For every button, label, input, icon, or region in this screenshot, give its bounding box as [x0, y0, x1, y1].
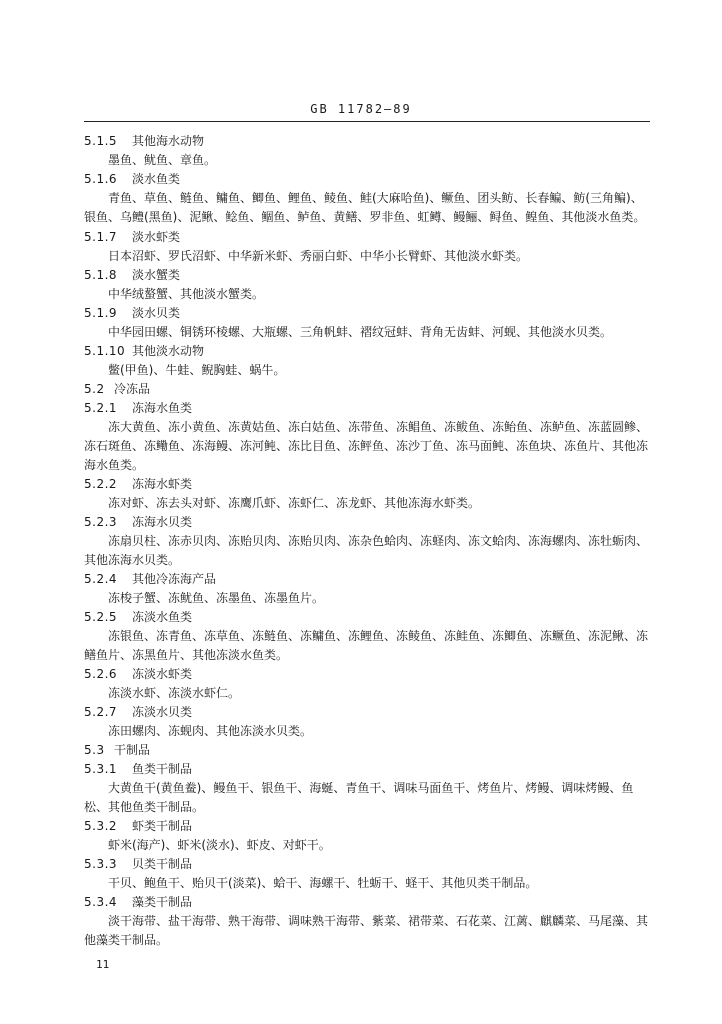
- section-heading: 5.1.9 淡水贝类: [84, 306, 181, 320]
- section-heading: 5.1.5 其他海水动物: [84, 134, 205, 148]
- section-heading: 5.3.4 藻类干制品: [84, 895, 193, 909]
- section-items: 大黄鱼干(黄鱼鲞)、鳗鱼干、银鱼干、海蜒、青鱼干、调味马面鱼干、烤鱼片、烤鳗、调味烤鳗、鱼松、其他鱼类干制品。: [84, 781, 634, 814]
- section-items: 中华绒螯蟹、其他淡水蟹类。: [108, 287, 265, 301]
- section-heading: 5.1.10 其他淡水动物: [84, 344, 205, 358]
- section-heading: 5.2.7 冻淡水贝类: [84, 705, 193, 719]
- section-items: 鳖(甲鱼)、牛蛙、鲵胸蛙、蜗牛。: [108, 363, 286, 377]
- section-items: 青鱼、草鱼、鲢鱼、鳙鱼、鲫鱼、鲤鱼、鲮鱼、鲑(大麻哈鱼)、鳜鱼、团头鲂、长春鳊、鲂(三角鳊)、银鱼、乌鳢(黑鱼)、泥鳅、鲶鱼、鲴鱼、鲈鱼、黄鳝、罗非鱼、虹鳟、鳗鲡、鲟鱼、鳇鱼、其他淡水鱼类。: [84, 191, 646, 224]
- header-rule: [84, 121, 650, 122]
- page-number: 11: [96, 958, 110, 971]
- section-items: 淡干海带、盐干海带、熟干海带、调味熟干海带、紫菜、裙带菜、石花菜、江蓠、麒麟菜、马尾藻、其他藻类干制品。: [84, 914, 649, 947]
- section-items: 冻扇贝柱、冻赤贝肉、冻贻贝肉、冻贻贝肉、冻杂色蛤肉、冻蛏肉、冻文蛤肉、冻海螺肉、冻牡蛎肉、其他冻海水贝类。: [84, 534, 649, 567]
- section-items: 冻梭子蟹、冻鱿鱼、冻墨鱼、冻墨鱼片。: [108, 591, 325, 605]
- section-heading: 5.3.3 贝类干制品: [84, 857, 193, 871]
- section-items: 中华园田螺、铜锈环棱螺、大瓶螺、三角帆蚌、褶纹冠蚌、背角无齿蚌、河蚬、其他淡水贝类。: [108, 325, 613, 339]
- section-heading: 5.2.1 冻海水鱼类: [84, 401, 193, 415]
- section-items: 冻大黄鱼、冻小黄鱼、冻黄姑鱼、冻白姑鱼、冻带鱼、冻鲳鱼、冻鲅鱼、冻鲐鱼、冻鲈鱼、冻蓝圆鲹、冻石斑鱼、冻鳓鱼、冻海鳗、冻河鲀、冻比目鱼、冻鲆鱼、冻沙丁鱼、冻马面鲀、冻鱼块、冻鱼片、其他冻海水鱼类。: [84, 420, 649, 472]
- section-heading: 5.1.7 淡水虾类: [84, 230, 181, 244]
- section-items: 日本沼虾、罗氏沼虾、中华新米虾、秀丽白虾、中华小长臂虾、其他淡水虾类。: [108, 249, 529, 263]
- section-heading: 5.3 干制品: [84, 743, 151, 757]
- section-heading: 5.2.5 冻淡水鱼类: [84, 610, 193, 624]
- section-heading: 5.2 冷冻品: [84, 382, 151, 396]
- section-heading: 5.1.6 淡水鱼类: [84, 172, 181, 186]
- section-heading: 5.1.8 淡水蟹类: [84, 268, 181, 282]
- section-heading: 5.3.1 鱼类干制品: [84, 762, 193, 776]
- section-items: 虾米(海产)、虾米(淡水)、虾皮、对虾干。: [108, 838, 331, 852]
- section-items: 冻淡水虾、冻淡水虾仁。: [108, 686, 241, 700]
- section-items: 干贝、鲍鱼干、贻贝干(淡菜)、蛤干、海螺干、牡蛎干、蛏干、其他贝类干制品。: [108, 876, 538, 890]
- section-items: 墨鱼、鱿鱼、章鱼。: [108, 153, 217, 167]
- section-heading: 5.2.4 其他冷冻海产品: [84, 572, 217, 586]
- section-items: 冻银鱼、冻青鱼、冻草鱼、冻鲢鱼、冻鳙鱼、冻鲤鱼、冻鲮鱼、冻鲑鱼、冻鲫鱼、冻鳜鱼、冻泥鳅、冻鳝鱼片、冻黑鱼片、其他冻淡水鱼类。: [84, 629, 649, 662]
- section-heading: 5.2.3 冻海水贝类: [84, 515, 193, 529]
- section-heading: 5.3.2 虾类干制品: [84, 819, 193, 833]
- section-heading: 5.2.2 冻海水虾类: [84, 477, 193, 491]
- standard-code-header: GB 11782—89: [310, 102, 412, 116]
- section-heading: 5.2.6 冻淡水虾类: [84, 667, 193, 681]
- section-items: 冻田螺肉、冻蚬肉、其他冻淡水贝类。: [108, 724, 313, 738]
- section-items: 冻对虾、冻去头对虾、冻鹰爪虾、冻虾仁、冻龙虾、其他冻海水虾类。: [108, 496, 481, 510]
